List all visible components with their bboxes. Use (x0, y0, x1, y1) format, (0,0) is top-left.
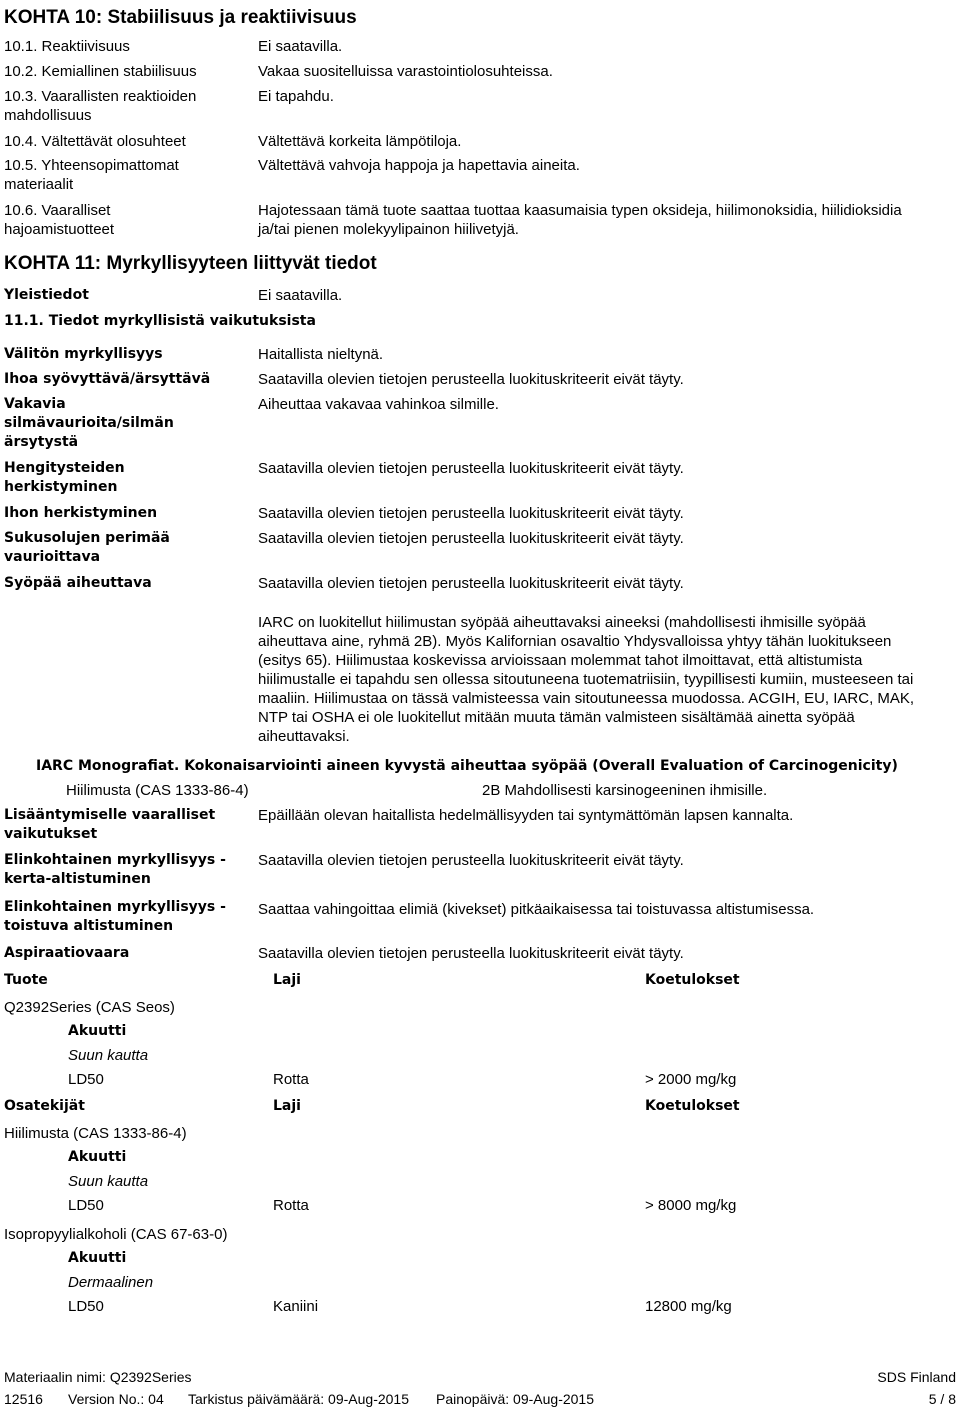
effect-label-stot-repeated: Elinkohtainen myrkyllisyys - (4, 899, 226, 915)
table1-test: LD50 (68, 1071, 104, 1088)
section11-title: KOHTA 11: Myrkyllisyyteen liittyvät tiedot (4, 253, 377, 274)
iarc-paragraph-line-6: NTP tai OSHA ei ole luokitellut mitään muuta tämän valmisteen sisältämää ainetta syöpää (258, 709, 855, 726)
row-10-6-label: 10.6. Vaaralliset (4, 202, 111, 219)
table2-comp1-test: LD50 (68, 1197, 104, 1214)
general-info-label: Yleistiedot (4, 287, 89, 303)
iarc-heading: IARC Monografiat. Kokonaisarviointi aineen kyvystä aiheuttaa syöpää (Overall Evaluation of Carcinogenicity) (36, 758, 898, 774)
iarc-paragraph-line-3: (esitys 65). Hiilimustaa koskevissa arvioissaan molemmat tahot ilmoittavat, että altistumista (258, 652, 863, 669)
iarc-class: 2B Mahdollisesti karsinogeeninen ihmisille. (482, 782, 768, 799)
footer-revision-date: Tarkistus päivämäärä: 09-Aug-2015 (188, 1391, 410, 1407)
footer-print-date: Painopäivä: 09-Aug-2015 (436, 1391, 595, 1407)
table2-comp2-result: 12800 mg/kg (645, 1298, 732, 1315)
table2-comp1-name: Hiilimusta (CAS 1333-86-4) (4, 1125, 187, 1142)
effect-label-eye-damage-2: silmävaurioita/silmän (4, 415, 174, 431)
table1-header-results: Koetulokset (645, 972, 740, 988)
effect-value-stot-single: Saatavilla olevien tietojen perusteella luokituskriteerit eivät täyty. (258, 852, 684, 869)
effect-label-skin-sens: Ihon herkistyminen (4, 505, 158, 521)
footer-page-number: 5 / 8 (928, 1391, 956, 1407)
effect-value-mutagenicity: Saatavilla olevien tietojen perusteella luokituskriteerit eivät täyty. (258, 530, 684, 547)
table2-comp2-species: Kaniini (273, 1298, 319, 1315)
footer-version: Version No.: 04 (68, 1391, 164, 1407)
table1-product-name: Q2392Series (CAS Seos) (4, 999, 175, 1016)
effect-value-carcinogenicity: Saatavilla olevien tietojen perusteella luokituskriteerit eivät täyty. (258, 575, 684, 592)
table1-header-product: Tuote (4, 972, 48, 988)
footer-material-name: Materiaalin nimi: Q2392Series (4, 1369, 192, 1385)
table2-comp1-route: Suun kautta (68, 1173, 149, 1190)
row-10-6-label-cont: hajoamistuotteet (4, 221, 115, 238)
general-info-value: Ei saatavilla. (258, 287, 343, 304)
table2-comp2-acute: Akuutti (68, 1250, 127, 1266)
section10-title: KOHTA 10: Stabiilisuus ja reaktiivisuus (4, 7, 357, 28)
row-10-3-label-cont: mahdollisuus (4, 107, 92, 124)
iarc-paragraph-line-2: aiheuttava aine, ryhmä 2B). Myös Kalifornian osavaltio Yhdysvalloissa yhtyy tähän luokitukseen (258, 633, 892, 650)
footer-code: 12516 (4, 1391, 43, 1407)
table2-header-results: Koetulokset (645, 1098, 740, 1114)
table2-header-species: Laji (273, 1098, 301, 1114)
table1-acute: Akuutti (68, 1023, 127, 1039)
row-10-4-label: 10.4. Vältettävät olosuhteet (4, 133, 186, 150)
table2-comp1-result: > 8000 mg/kg (645, 1197, 737, 1214)
iarc-paragraph-line-4: hiilimustalle ei tapahdu sen ollessa sitoutuneena tuotematriisiin, tyypillisesti kumiin, musteeseen tai (258, 671, 914, 688)
effect-label-acute: Välitön myrkyllisyys (4, 346, 163, 362)
row-10-5-label: 10.5. Yhteensopimattomat (4, 157, 179, 174)
row-10-2-label: 10.2. Kemiallinen stabiilisuus (4, 63, 197, 80)
effect-label-stot-single-2: kerta-altistuminen (4, 871, 151, 887)
effect-label-eye-damage-3: ärsytystä (4, 434, 79, 450)
iarc-paragraph-line-7: aiheuttavaksi. (258, 728, 350, 745)
effect-label-reproductive-2: vaikutukset (4, 826, 98, 842)
effect-label-stot-single: Elinkohtainen myrkyllisyys - (4, 852, 226, 868)
table2-comp2-test: LD50 (68, 1298, 104, 1315)
effect-value-skin-sens: Saatavilla olevien tietojen perusteella luokituskriteerit eivät täyty. (258, 505, 684, 522)
row-10-3-label: 10.3. Vaarallisten reaktioiden (4, 88, 197, 105)
iarc-paragraph-line-1: IARC on luokitellut hiilimustan syöpää aiheuttavaksi aineeksi (mahdollisesti ihmisille syöpää (258, 614, 866, 631)
effect-value-eye-damage: Aiheuttaa vakavaa vahinkoa silmille. (258, 396, 499, 413)
table2-comp2-name: Isopropyylialkoholi (CAS 67-63-0) (4, 1226, 228, 1243)
effect-label-skin-corrosion: Ihoa syövyttävä/ärsyttävä (4, 371, 211, 387)
effect-value-reproductive: Epäillään olevan haitallista hedelmällisyyden tai syntymättömän lapsen kannalta. (258, 807, 794, 824)
row-10-1-value: Ei saatavilla. (258, 38, 343, 55)
effect-label-resp-sens-2: herkistyminen (4, 479, 118, 495)
effect-label-resp-sens: Hengitysteiden (4, 460, 125, 476)
subsection-11-1-title: 11.1. Tiedot myrkyllisistä vaikutuksista (4, 313, 316, 329)
table1-route: Suun kautta (68, 1047, 149, 1064)
row-10-5-value: Vältettävä vahvoja happoja ja hapettavia aineita. (258, 157, 580, 174)
table2-comp2-route: Dermaalinen (68, 1274, 154, 1291)
effect-label-mutagenicity-2: vaurioittava (4, 549, 101, 565)
table1-species: Rotta (273, 1071, 309, 1088)
iarc-substance: Hiilimusta (CAS 1333-86-4) (66, 782, 249, 799)
table2-comp1-acute: Akuutti (68, 1149, 127, 1165)
table2-header-components: Osatekijät (4, 1098, 85, 1114)
effect-label-aspiration: Aspiraatiovaara (4, 945, 130, 961)
row-10-6-value: Hajotessaan tämä tuote saattaa tuottaa kaasumaisia typen oksideja, hiilimonoksidia, hiilidioksidia (258, 202, 902, 219)
table1-result: > 2000 mg/kg (645, 1071, 737, 1088)
row-10-3-value: Ei tapahdu. (258, 88, 334, 105)
effect-value-acute: Haitallista nieltynä. (258, 346, 384, 363)
effect-value-stot-repeated: Saattaa vahingoittaa elimiä (kivekset) pitkäaikaisessa tai toistuvassa altistumisessa. (258, 901, 815, 918)
effect-value-aspiration: Saatavilla olevien tietojen perusteella luokituskriteerit eivät täyty. (258, 945, 684, 962)
effect-value-skin-corrosion: Saatavilla olevien tietojen perusteella luokituskriteerit eivät täyty. (258, 371, 684, 388)
effect-label-eye-damage: Vakavia (4, 396, 66, 412)
effect-label-mutagenicity: Sukusolujen perimää (4, 530, 170, 546)
row-10-4-value: Vältettävä korkeita lämpötiloja. (258, 133, 462, 150)
table1-header-species: Laji (273, 972, 301, 988)
row-10-6-value-cont: ja/tai pienen molekyylipainon hiilivetyjä. (258, 221, 519, 238)
effect-label-carcinogenicity: Syöpää aiheuttava (4, 575, 152, 591)
footer-sds: SDS Finland (877, 1369, 956, 1385)
effect-label-stot-repeated-2: toistuva altistuminen (4, 918, 174, 934)
effect-value-resp-sens: Saatavilla olevien tietojen perusteella luokituskriteerit eivät täyty. (258, 460, 684, 477)
row-10-5-label-cont: materiaalit (4, 176, 74, 193)
row-10-1-label: 10.1. Reaktiivisuus (4, 38, 130, 55)
table2-comp1-species: Rotta (273, 1197, 309, 1214)
effect-label-reproductive: Lisääntymiselle vaaralliset (4, 807, 216, 823)
iarc-paragraph-line-5: maaliin. Hiilimustaa on tässä valmisteessa vain sitoutuneessa muodossa. ACGIH, EU, IARC, MAK, (258, 690, 915, 707)
row-10-2-value: Vakaa suositelluissa varastointiolosuhteissa. (258, 63, 553, 80)
